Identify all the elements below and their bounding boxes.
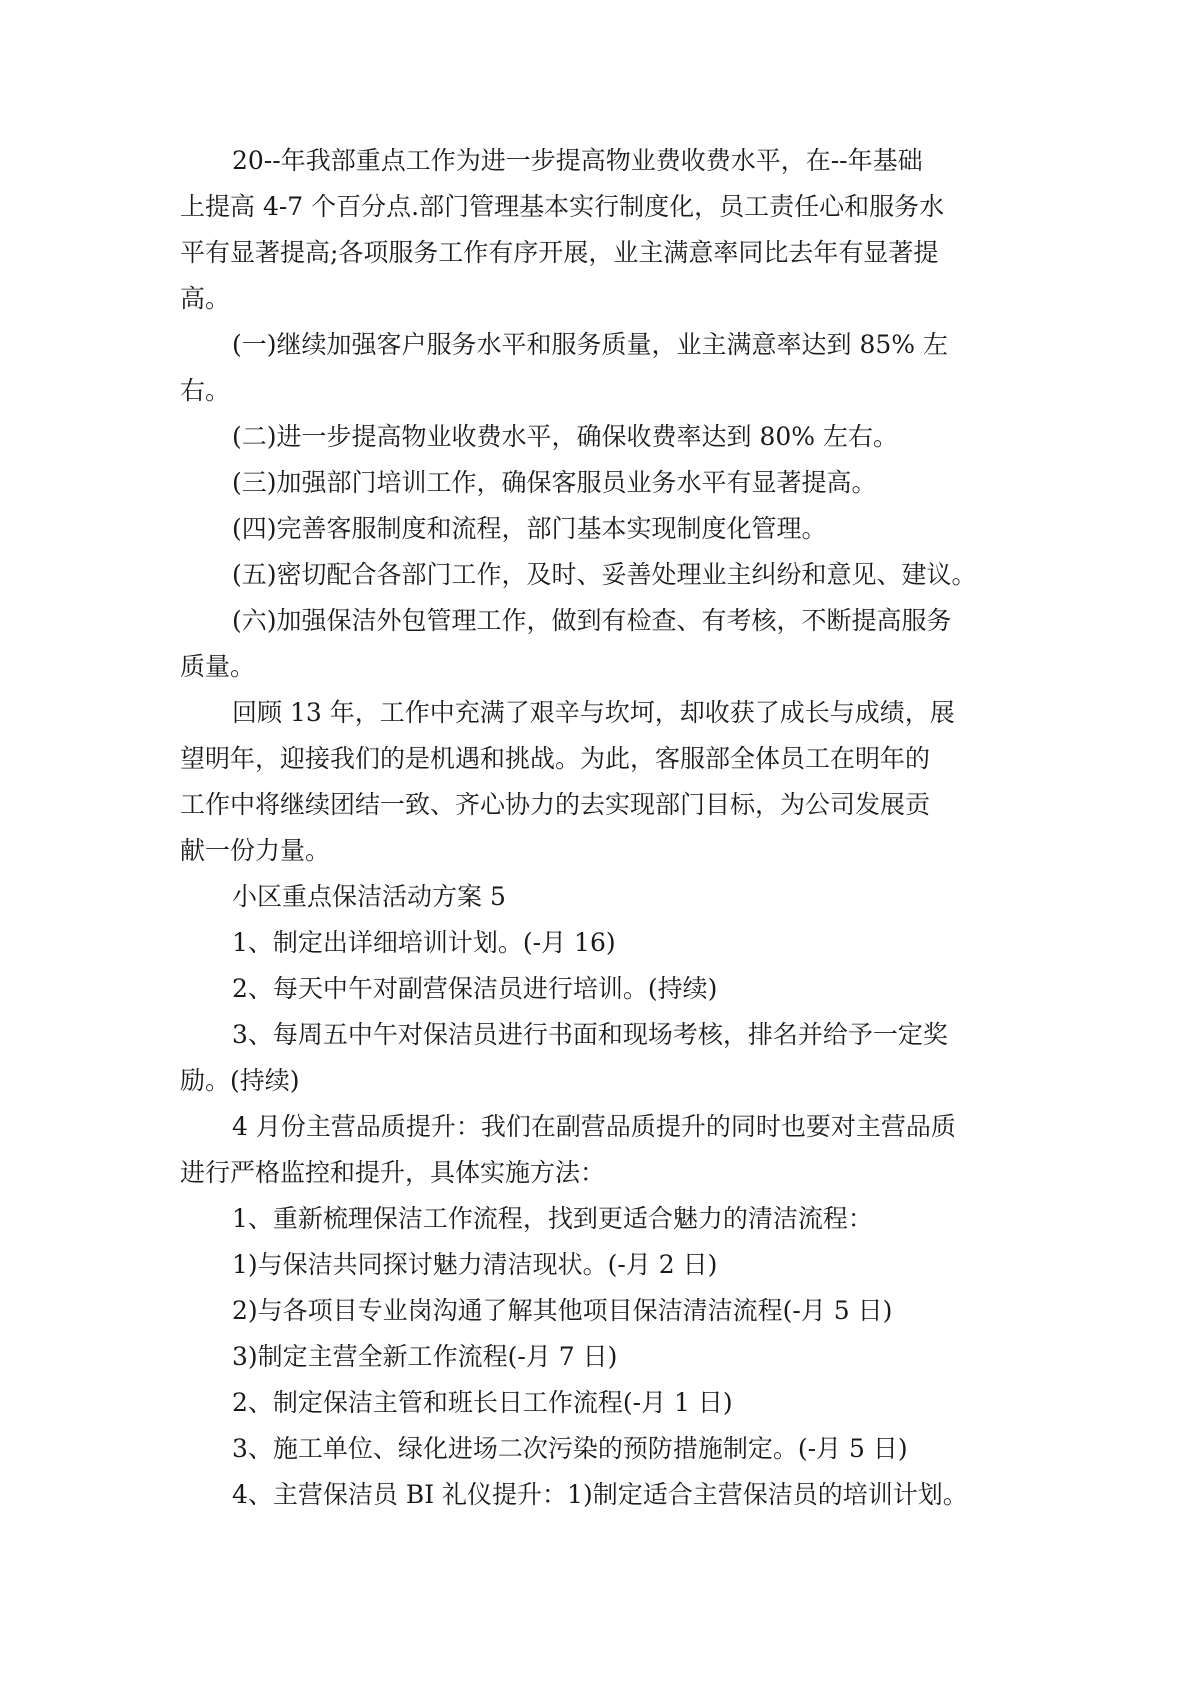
paragraph-line: 3、施工单位、绿化进场二次污染的预防措施制定。(-月 5 日) <box>232 1434 908 1463</box>
paragraph <box>180 1380 1020 1426</box>
paragraph-line: 4 月份主营品质提升：我们在副营品质提升的同时也要对主营品质 <box>232 1112 956 1141</box>
paragraph <box>180 506 1020 552</box>
paragraph <box>180 598 1020 690</box>
paragraph-line: 回顾 13 年，工作中充满了艰辛与坎坷，却收获了成长与成绩，展 <box>232 698 955 727</box>
paragraph <box>180 1242 1020 1288</box>
paragraph <box>180 414 1020 460</box>
paragraph-line: 上提高 4-7 个百分点.部门管理基本实行制度化，员工责任心和服务水 <box>180 192 945 221</box>
paragraph <box>180 1334 1020 1380</box>
paragraph <box>180 1426 1020 1472</box>
paragraph-line: (二)进一步提高物业收费水平，确保收费率达到 80% 左右。 <box>232 422 898 451</box>
paragraph-line: 质量。 <box>180 652 256 681</box>
paragraph-line: 工作中将继续团结一致、齐心协力的去实现部门目标，为公司发展贡 <box>180 790 931 819</box>
paragraph <box>180 1472 1020 1518</box>
paragraph-line: 进行严格监控和提升，具体实施方法： <box>180 1158 606 1187</box>
paragraph <box>180 552 1020 598</box>
paragraph <box>180 322 1020 414</box>
paragraph-line: 献一份力量。 <box>180 836 331 865</box>
paragraph-line: 右。 <box>180 376 231 405</box>
paragraph-line: 励。(持续) <box>180 1066 300 1095</box>
paragraph-line: 3、每周五中午对保洁员进行书面和现场考核，排名并给予一定奖 <box>232 1020 948 1049</box>
paragraph <box>180 920 1020 966</box>
paragraph-line: (四)完善客服制度和流程，部门基本实现制度化管理。 <box>232 514 827 543</box>
paragraph-line: 3)制定主营全新工作流程(-月 7 日) <box>232 1342 618 1371</box>
paragraph-line: (三)加强部门培训工作，确保客服员业务水平有显著提高。 <box>232 468 877 497</box>
paragraph-line: 高。 <box>180 284 231 313</box>
paragraph <box>180 138 1020 322</box>
paragraph-line: 2)与各项目专业岗沟通了解其他项目保洁清洁流程(-月 5 日) <box>232 1296 893 1325</box>
paragraph-line: (一)继续加强客户服务水平和服务质量，业主满意率达到 85% 左 <box>232 330 948 359</box>
paragraph-line: 4、主营保洁员 BI 礼仪提升：1)制定适合主营保洁员的培训计划。 <box>232 1480 968 1509</box>
paragraph <box>180 966 1020 1012</box>
paragraph-line: 20--年我部重点工作为进一步提高物业费收费水平，在--年基础 <box>232 146 923 175</box>
paragraph-line: 1)与保洁共同探讨魅力清洁现状。(-月 2 日) <box>232 1250 718 1279</box>
paragraph <box>180 1104 1020 1196</box>
paragraph-line: 2、制定保洁主管和班长日工作流程(-月 1 日) <box>232 1388 733 1417</box>
paragraph <box>180 690 1020 874</box>
paragraph-line: 小区重点保洁活动方案 5 <box>232 882 506 911</box>
paragraph-line: 望明年，迎接我们的是机遇和挑战。为此，客服部全体员工在明年的 <box>180 744 931 773</box>
paragraph-line: 平有显著提高;各项服务工作有序开展，业主满意率同比去年有显著提 <box>180 238 939 267</box>
paragraph-line: (五)密切配合各部门工作，及时、妥善处理业主纠纷和意见、建议。 <box>232 560 977 589</box>
paragraph-line: 1、制定出详细培训计划。(-月 16) <box>232 928 616 957</box>
paragraph <box>180 1288 1020 1334</box>
document-body <box>180 138 1020 1518</box>
paragraph <box>180 874 1020 920</box>
paragraph <box>180 1012 1020 1104</box>
paragraph <box>180 460 1020 506</box>
paragraph-line: (六)加强保洁外包管理工作，做到有检查、有考核，不断提高服务 <box>232 606 952 635</box>
paragraph <box>180 1196 1020 1242</box>
paragraph-line: 1、重新梳理保洁工作流程，找到更适合魅力的清洁流程： <box>232 1204 873 1233</box>
paragraph-line: 2、每天中午对副营保洁员进行培训。(持续) <box>232 974 718 1003</box>
